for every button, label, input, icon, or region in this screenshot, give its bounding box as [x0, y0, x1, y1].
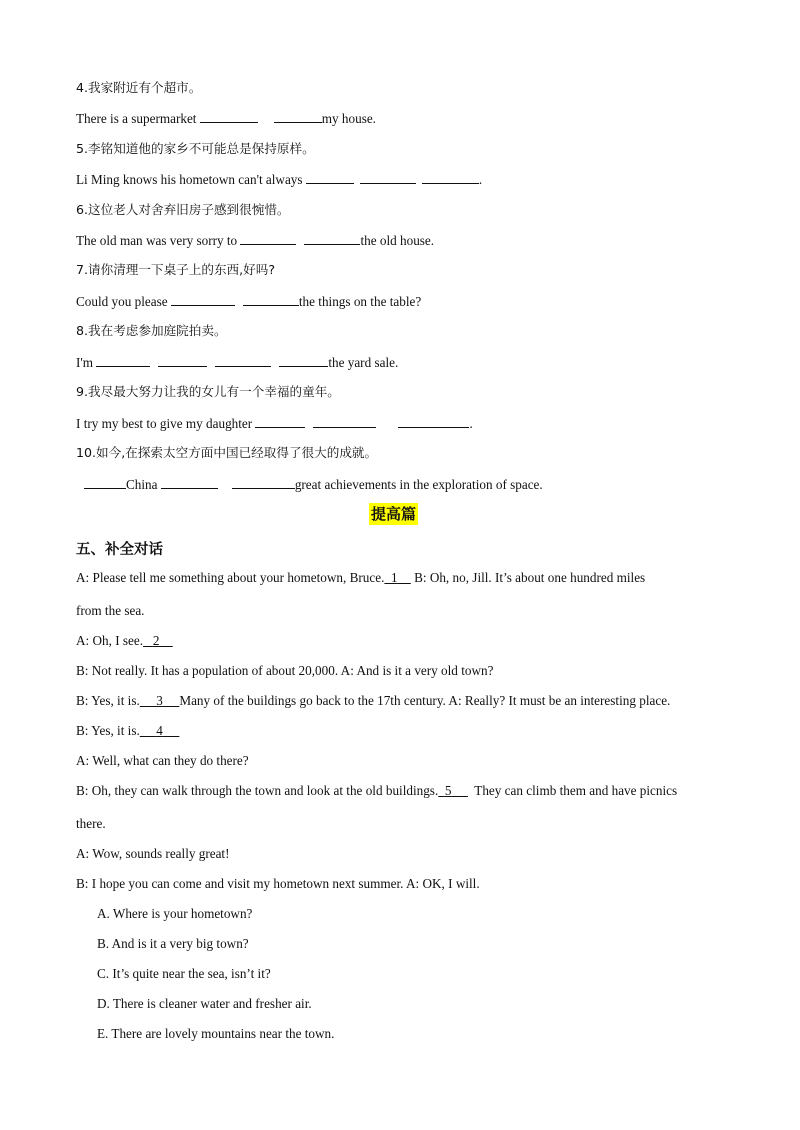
question-8-text-b: the yard sale.	[328, 355, 399, 370]
answer-blank[interactable]	[215, 354, 271, 367]
option-b: B. And is it a very big town?	[97, 936, 249, 951]
answer-blank[interactable]	[161, 476, 218, 489]
dialogue-line	[76, 723, 179, 739]
dialogue-text: B: Yes, it is.	[76, 723, 140, 738]
blank-number: 1	[390, 570, 398, 585]
dialogue-line: A: Wow, sounds really great!	[76, 846, 230, 861]
answer-blank[interactable]	[240, 232, 296, 245]
question-5-chinese: 5.李铭知道他的家乡不可能总是保持原样。	[76, 141, 315, 156]
dialogue-line	[76, 693, 670, 709]
dialogue-text: A: Please tell me something about your hometown, Bruce.	[76, 570, 385, 585]
question-7-text-a: Could you please	[76, 294, 171, 309]
dialogue-line	[76, 783, 677, 799]
question-6-text-a: The old man was very sorry to	[76, 233, 241, 248]
dialogue-line: B: I hope you can come and visit my hometown next summer. A: OK, I will.	[76, 876, 480, 891]
answer-blank[interactable]	[200, 110, 258, 123]
answer-blank[interactable]	[255, 415, 305, 428]
question-7-text-b: the things on the table?	[298, 294, 422, 309]
question-10-chinese: 10.如今,在探索太空方面中国已经取得了很大的成就。	[76, 445, 378, 460]
question-6-english	[76, 232, 434, 249]
dialogue-line: A: Well, what can they do there?	[76, 753, 249, 768]
question-10-english	[84, 476, 543, 493]
dialogue-line: from the sea.	[76, 603, 145, 618]
blank-number: 3	[156, 693, 163, 708]
dialogue-line: B: Not really. It has a population of about 20,000. A: And is it a very old town?	[76, 663, 494, 678]
answer-blank-3[interactable]	[140, 693, 180, 708]
dialogue-line	[76, 570, 645, 586]
blank-number: 5	[444, 783, 452, 798]
answer-blank[interactable]	[279, 354, 328, 367]
answer-blank[interactable]	[274, 110, 322, 123]
dialogue-line	[76, 633, 173, 649]
question-7-english	[76, 293, 421, 310]
answer-blank[interactable]	[84, 476, 126, 489]
answer-blank[interactable]	[158, 354, 207, 367]
answer-blank[interactable]	[360, 171, 416, 184]
question-10-text-b: great achievements in the exploration of space.	[294, 477, 543, 492]
question-9-chinese: 9.我尽最大努力让我的女儿有一个幸福的童年。	[76, 384, 340, 399]
answer-blank[interactable]	[96, 354, 150, 367]
question-8-text-a: I'm	[76, 355, 97, 370]
answer-blank[interactable]	[422, 171, 479, 184]
dialogue-text: Many of the buildings go back to the 17th century. A: Really? It must be an interesting place.	[179, 693, 671, 708]
question-5-english	[76, 171, 482, 188]
option-a: A. Where is your hometown?	[97, 906, 253, 921]
blank-number: 2	[152, 633, 160, 648]
answer-blank-2[interactable]	[143, 633, 173, 648]
question-6-chinese: 6.这位老人对舍弃旧房子感到很惋惜。	[76, 202, 290, 217]
question-9-english	[76, 415, 473, 432]
answer-blank[interactable]	[304, 232, 360, 245]
answer-blank[interactable]	[243, 293, 299, 306]
option-e: E. There are lovely mountains near the town.	[97, 1026, 335, 1041]
section-banner: 提高篇	[371, 505, 417, 523]
answer-blank[interactable]	[398, 415, 469, 428]
answer-blank[interactable]	[171, 293, 235, 306]
answer-blank-4[interactable]	[140, 723, 180, 738]
question-8-chinese: 8.我在考虑参加庭院拍卖。	[76, 323, 227, 338]
question-10-text-a: China	[126, 477, 161, 492]
question-4-text-a: There is a supermarket	[76, 111, 200, 126]
dialogue-line: there.	[76, 816, 106, 831]
section-title: 五、补全对话	[76, 542, 163, 558]
answer-blank[interactable]	[306, 171, 354, 184]
question-7-chinese: 7.请你清理一下桌子上的东西,好吗?	[76, 262, 276, 277]
dialogue-text: B: Oh, no, Jill. It’s about one hundred miles	[410, 570, 646, 585]
question-9-text-end: .	[469, 416, 473, 431]
question-5-text-end: .	[478, 172, 483, 187]
blank-number: 4	[156, 723, 163, 738]
option-d: D. There is cleaner water and fresher air.	[97, 996, 312, 1011]
dialogue-text: A: Oh, I see.	[76, 633, 144, 648]
option-c: C. It’s quite near the sea, isn’t it?	[97, 966, 271, 981]
question-9-text-a: I try my best to give my daughter	[76, 416, 256, 431]
question-4-chinese: 4.我家附近有个超市。	[76, 80, 202, 95]
question-5-text-a: Li Ming knows his hometown can't always	[76, 172, 306, 187]
dialogue-text: B: Yes, it is.	[76, 693, 140, 708]
question-4-english	[76, 110, 376, 127]
dialogue-text: They can climb them and have picnics	[467, 783, 678, 798]
answer-blank-5[interactable]	[438, 783, 468, 798]
question-8-english	[76, 354, 398, 371]
answer-blank[interactable]	[232, 476, 295, 489]
question-6-text-b: the old house.	[360, 233, 435, 248]
question-4-text-b: my house.	[321, 111, 376, 126]
dialogue-text: B: Oh, they can walk through the town and look at the old buildings.	[76, 783, 439, 798]
answer-blank[interactable]	[313, 415, 376, 428]
answer-blank-1[interactable]	[384, 570, 410, 585]
